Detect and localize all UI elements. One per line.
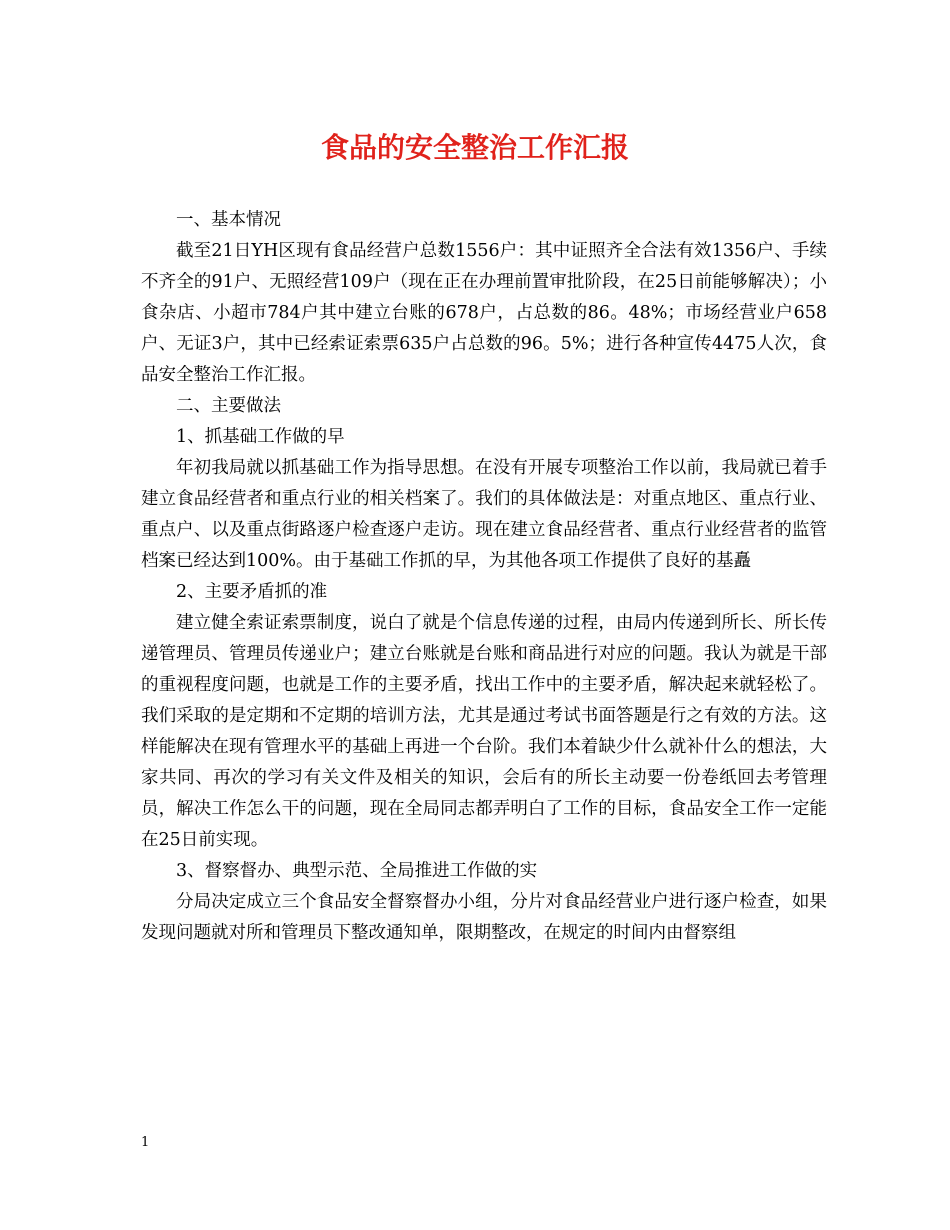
section-heading: 二、主要做法	[176, 396, 281, 416]
document-title: 食品的安全整治工作汇报	[320, 131, 629, 164]
paragraph: 截至21日YH区现有食品经营户总数1556户：其中证照齐全合法有效1356户、手续不齐全的91户、无照经营109户（现在正在办理前置审批阶段，在25日前能够解决）；小食杂店、小超市784户其中建立台账的678户，占总数的86。48%；市场经营业户658户、无证3户，其中已经索证索票635户占总数的96。5%；进行各种宣传4475人次，食品安全整治工作汇报。	[141, 241, 827, 385]
paragraph: 分局决定成立三个食品安全督察督办小组，分片对食品经营业户进行逐户检查，如果发现问题就对所和管理员下整改通知单，限期整改，在规定的时间内由督察组	[141, 892, 827, 943]
section-heading: 一、基本情况	[176, 210, 281, 230]
paragraph: 年初我局就以抓基础工作为指导思想。在没有开展专项整治工作以前，我局就已着手建立食品经营者和重点行业的相关档案了。我们的具体做法是：对重点地区、重点行业、重点户、以及重点街路逐户检查逐户走访。现在建立食品经营者、重点行业经营者的监管档案已经达到100%。由于基础工作抓的早，为其他各项工作提供了良好的基矗	[141, 458, 827, 571]
subsection-heading: 2、主要矛盾抓的准	[176, 582, 328, 602]
subsection-heading: 1、抓基础工作做的早	[176, 427, 345, 447]
paragraph: 建立健全索证索票制度，说白了就是个信息传递的过程，由局内传递到所长、所长传递管理员、管理员传递业户；建立台账就是台账和商品进行对应的问题。我认为就是干部的重视程度问题，也就是工作的主要矛盾，找出工作中的主要矛盾，解决起来就轻松了。我们采取的是定期和不定期的培训方法，尤其是通过考试书面答题是行之有效的方法。这样能解决在现有管理水平的基础上再进一个台阶。我们本着缺少什么就补什么的想法，大家共同、再次的学习有关文件及相关的知识，会后有的所长主动要一份卷纸回去考管理员，解决工作怎么干的问题，现在全局同志都弄明白了工作的目标，食品安全工作一定能在25日前实现。	[141, 613, 827, 850]
page-number: 1	[141, 1135, 150, 1150]
document-body	[141, 205, 827, 949]
subsection-heading: 3、督察督办、典型示范、全局推进工作做的实	[176, 861, 538, 881]
